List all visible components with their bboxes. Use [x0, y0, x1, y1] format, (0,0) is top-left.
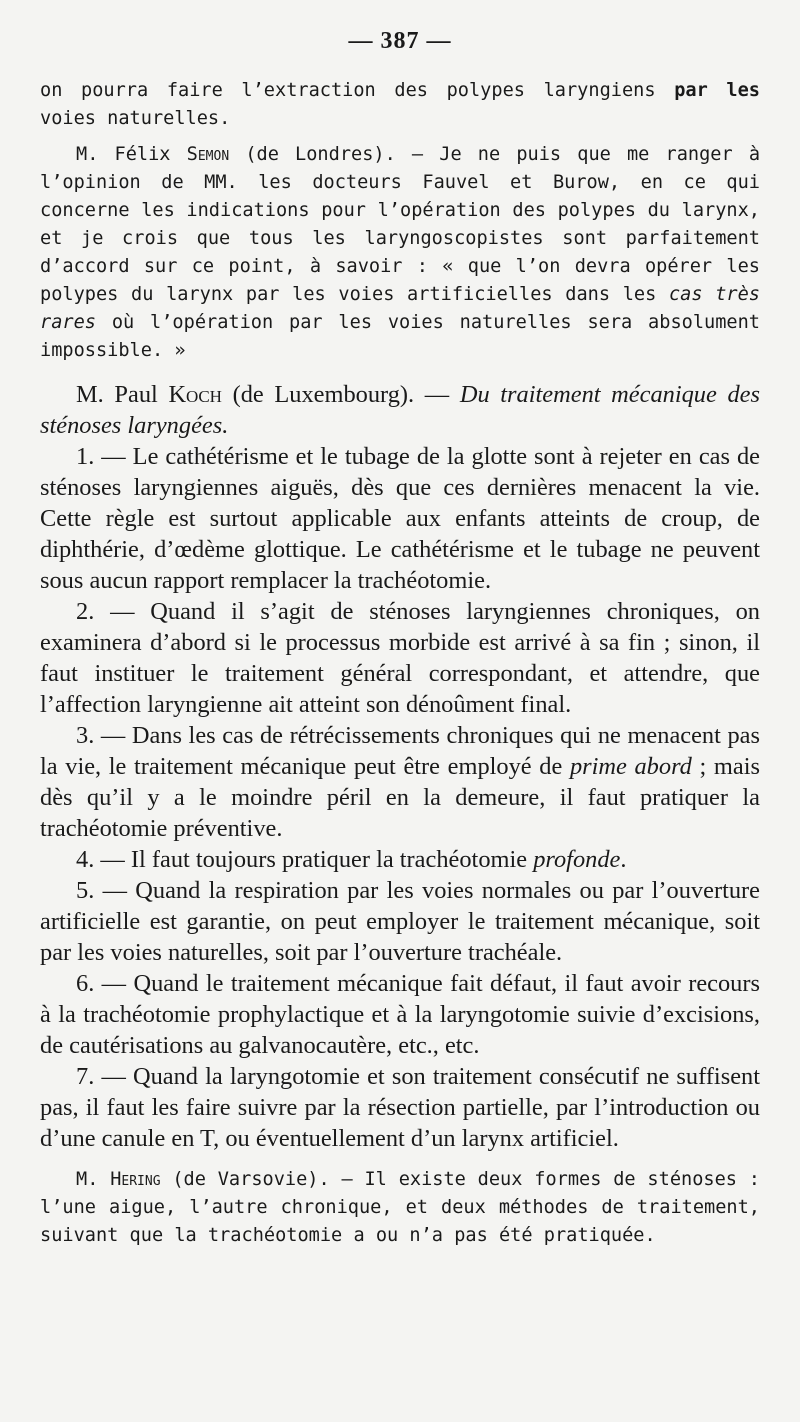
koch-text: (de Luxembourg). —: [221, 381, 460, 408]
list-item-4-text-end: .: [620, 846, 627, 873]
semon-prefix: M. Félix: [76, 144, 187, 165]
speaker-name-hering: Hering: [110, 1169, 161, 1190]
list-item-4-italic: profonde: [533, 846, 621, 873]
list-item-4: [40, 844, 760, 875]
list-item-3: [40, 720, 760, 844]
page-number: — 387 —: [348, 28, 452, 54]
list-item-3-text-end: ; mais dès qu’il y a le moindre péril en la demeure, il faut pratiquer la trachéotomie préventive.: [40, 753, 760, 842]
intro-text-end: voies naturelles.: [40, 108, 231, 129]
semon-text: (de Londres). — Je ne puis que me ranger à l’opinion de MM. les docteurs Fauvel et Burow, en ce qui concerne les indications pour l’opération des polypes du larynx, et je crois que tous les laryngoscopistes sont parfaitement d’accord sur ce point, à savoir : « que l’on devra opérer les polypes du larynx par les voies artificielles dans les: [40, 144, 761, 305]
intro-text: on pourra faire l’extraction des polypes laryngiens: [40, 80, 656, 101]
list-item-1: 1. — Le cathétérisme et le tubage de la glotte sont à rejeter en cas de sténoses laryngiennes aiguës, dès que ces dernières menacent la vie. Cette règle est surtout applicable aux enfants atteints de croup, de diphthérie, d’œdème glottique. Le cathétérisme et le tubage ne peuvent sous aucun rapport remplacer la trachéotomie.: [40, 443, 760, 594]
koch-prefix: M. Paul: [76, 381, 169, 408]
semon-paragraph: [40, 141, 760, 365]
list-item-7: 7. — Quand la laryngotomie et son traitement consécutif ne suffisent pas, il faut les faire suivre par la résection partielle, par l’introduction ou d’une canule en T, ou éventuellement d’un larynx artificiel.: [40, 1063, 760, 1152]
hering-paragraph: [40, 1166, 760, 1250]
intro-paragraph: [40, 77, 760, 133]
hering-text: (de Varsovie). — Il existe deux formes de sténoses : l’une aigue, l’autre chronique, et deux méthodes de traitement, suivant que la trachéotomie a ou n’a pas été pratiquée.: [40, 1169, 760, 1246]
koch-title: Du traitement mécanique des sténoses laryngées.: [40, 381, 760, 439]
list-item-2: 2. — Quand il s’agit de sténoses laryngiennes chroniques, on examinera d’abord si le processus morbide est arrivé à sa fin ; sinon, il faut instituer le traitement général correspondant, et attendre, que l’affection laryngienne ait atteint son dénoûment final.: [40, 598, 760, 718]
semon-italic: cas très rares: [40, 284, 760, 333]
intro-bold-text: par les: [674, 80, 760, 101]
koch-heading: [40, 379, 760, 441]
list-item-6: 6. — Quand le traitement mécanique fait défaut, il faut avoir recours à la trachéotomie prophylactique et à la laryngotomie suivie d’excisions, de cautérisations au galvanocautère, etc., etc.: [40, 970, 760, 1059]
list-item-3-italic: prime abord: [569, 753, 692, 780]
speaker-name-semon: Semon: [186, 144, 230, 165]
speaker-name-koch: Koch: [168, 381, 222, 408]
list-item-4-text: 4. — Il faut toujours pratiquer la trachéotomie: [76, 846, 534, 873]
list-item-5: 5. — Quand la respiration par les voies normales ou par l’ouverture artificielle est garantie, on peut employer le traitement mécanique, soit par les voies naturelles, soit par l’ouverture trachéale.: [40, 877, 760, 966]
semon-text-end: où l’opération par les voies naturelles sera absolument impossible. »: [40, 312, 760, 361]
hering-prefix: M.: [76, 1169, 111, 1190]
list-item-3-text: 3. — Dans les cas de rétrécissements chroniques qui ne menacent pas la vie, le traitement mécanique peut être employé de: [40, 722, 760, 780]
document-page: [40, 28, 760, 1250]
